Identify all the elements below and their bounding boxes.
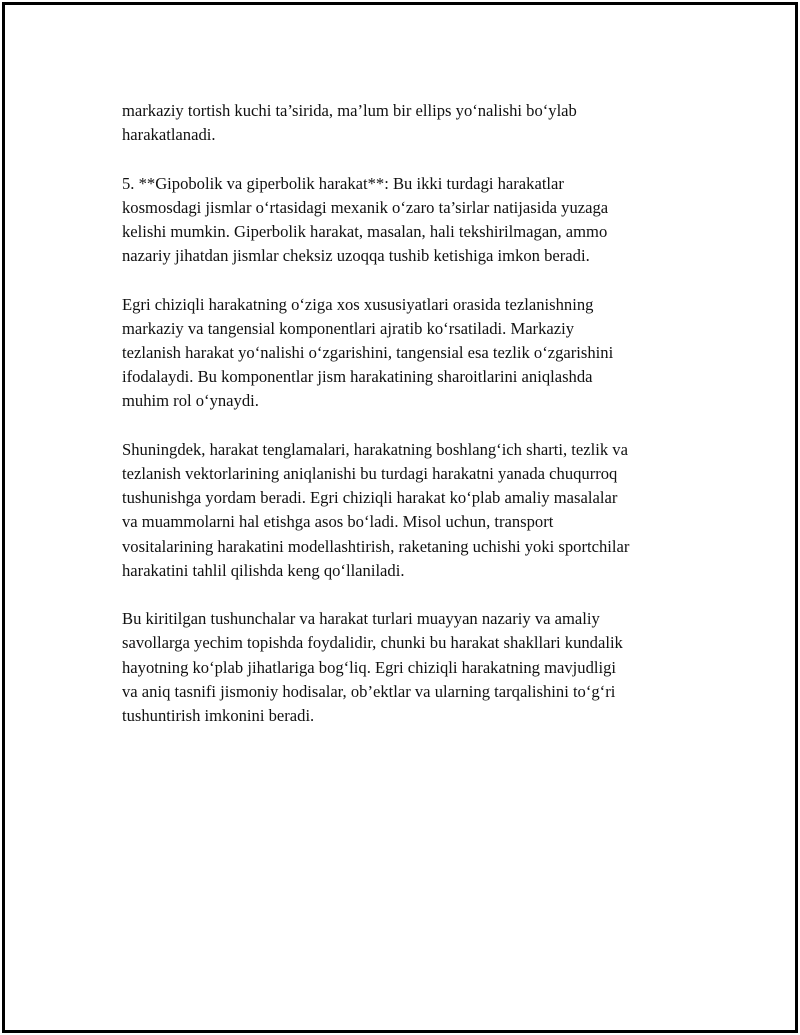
text-line: Egri chiziqli harakatning o‘ziga xos xususiyatlari orasida tezlanishning bbox=[122, 294, 594, 314]
text-line: Bu kiritilgan tushunchalar va harakat turlari muayyan nazariy va amaliy bbox=[122, 609, 600, 629]
text-line: tezlanish vektorlarining aniqlanishi bu turdagi harakatni yanada chuqurroq bbox=[122, 464, 618, 483]
paragraph-4 bbox=[122, 438, 692, 583]
text-line: Shuningdek, harakat tenglamalari, harakatning boshlang‘ich sharti, tezlik va bbox=[122, 439, 628, 459]
text-line: harakatini tahlil qilishda keng qo‘llaniladi. bbox=[122, 560, 405, 580]
text-line: markaziy va tangensial komponentlari ajratib ko‘rsatiladi. Markaziy bbox=[122, 318, 575, 338]
text-line: markaziy tortish kuchi ta’sirida, ma’lum bir ellips yo‘nalishi bo‘ylab bbox=[122, 101, 577, 120]
text-line: va aniq tasnifi jismoniy hodisalar, ob’ektlar va ularning tarqalishini to‘g‘ri bbox=[122, 681, 616, 701]
text-line: nazariy jihatdan jismlar cheksiz uzoqqa tushib ketishiga imkon beradi. bbox=[122, 246, 590, 266]
text-line: kelishi mumkin. Giperbolik harakat, masalan, hali tekshirilmagan, ammo bbox=[122, 222, 608, 241]
text-line: tushuntirish imkonini beradi. bbox=[122, 706, 315, 726]
text-line: harakatlanadi. bbox=[122, 125, 216, 145]
text-line: ifodalaydi. Bu komponentlar jism harakatining sharoitlarini aniqlashda bbox=[122, 367, 593, 387]
text-line: 5. **Gipobolik va giperbolik harakat**: Bu ikki turdagi harakatlar bbox=[122, 173, 564, 193]
text-line: savollarga yechim topishda foydalidir, chunki bu harakat shakllari kundalik bbox=[122, 633, 623, 653]
text-line: tushunishga yordam beradi. Egri chiziqli harakat ko‘plab amaliy masalalar bbox=[122, 488, 618, 508]
text-line: kosmosdagi jismlar o‘rtasidagi mexanik o‘zaro ta’sirlar natijasida yuzaga bbox=[122, 197, 609, 217]
document-body bbox=[122, 99, 692, 752]
paragraph-2 bbox=[122, 172, 692, 269]
text-line: vositalarining harakatini modellashtirish, raketaning uchishi yoki sportchilar bbox=[122, 536, 630, 556]
paragraph-5 bbox=[122, 607, 692, 728]
text-line: hayotning ko‘plab jihatlariga bog‘liq. Egri chiziqli harakatning mavjudligi bbox=[122, 657, 617, 677]
text-line: tezlanish harakat yo‘nalishi o‘zgarishini, tangensial esa tezlik o‘zgarishini bbox=[122, 343, 614, 362]
paragraph-1 bbox=[122, 99, 692, 147]
text-line: muhim rol o‘ynaydi. bbox=[122, 391, 259, 411]
page-frame bbox=[2, 2, 798, 1033]
text-line: va muammolarni hal etishga asos bo‘ladi. Misol uchun, transport bbox=[122, 512, 554, 532]
paragraph-3 bbox=[122, 293, 692, 414]
